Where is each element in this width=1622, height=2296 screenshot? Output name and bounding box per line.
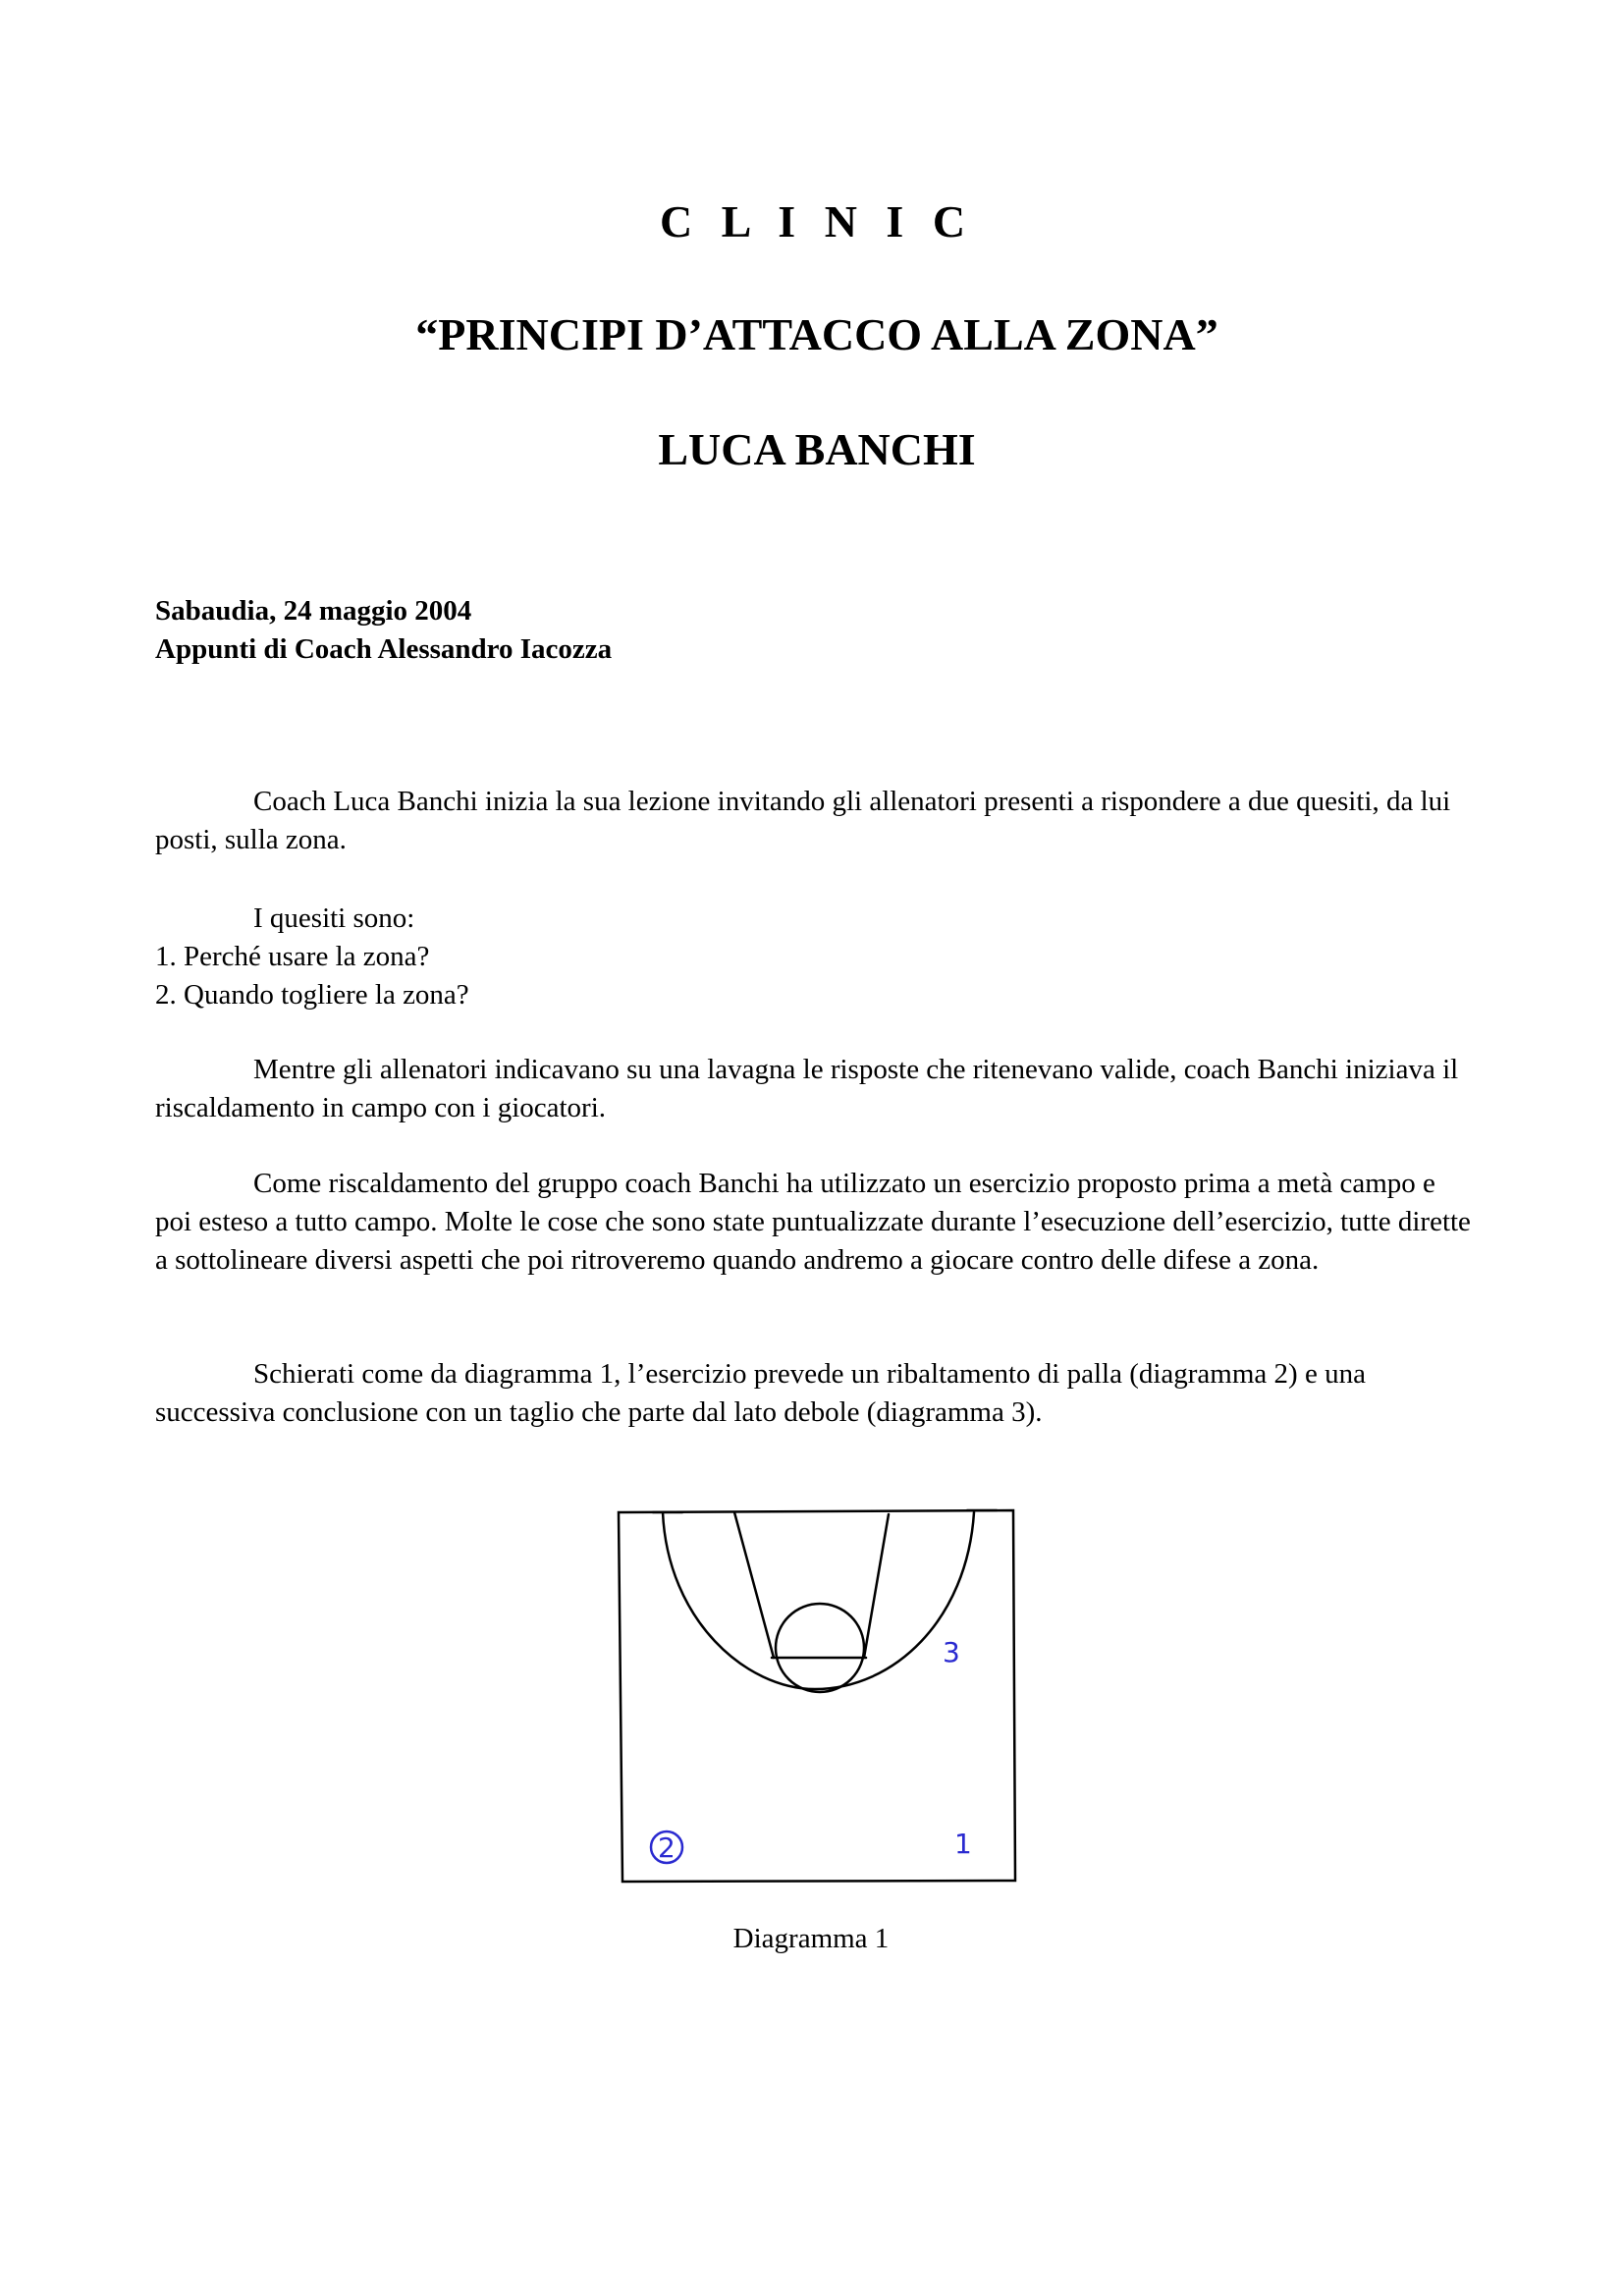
clinic-title: C L I N I C <box>659 196 975 246</box>
author-name: LUCA BANCHI <box>658 424 976 474</box>
three-point-arc <box>663 1512 974 1689</box>
court-outline <box>619 1510 1015 1882</box>
paragraph-warmup: Mentre gli allenatori indicavano su una lavagna le risposte che ritenevano valide, coach Banchi iniziava il riscaldamento in campo con i giocatori. <box>155 1054 1459 1123</box>
lane-line-left <box>734 1512 774 1658</box>
question-item: 1. Perché usare la zona? <box>155 941 430 972</box>
paragraph-diagram-ref: Schierati come da diagramma 1, l’esercizio prevede un ribaltamento di palla (diagramma 2) e una successiva conclusione con un taglio che parte dal lato debole (diagramma 3). <box>155 1358 1366 1428</box>
question-item: 2. Quando togliere la zona? <box>155 979 469 1011</box>
diagram-caption: Diagramma 1 <box>732 1923 890 1954</box>
players <box>651 1636 972 1864</box>
paragraph-exercise: Come riscaldamento del gruppo coach Banchi ha utilizzato un esercizio proposto prima a metà campo e poi esteso a tutto campo. Molte le cose che sono state puntualizzate durante l’esecuzione dell’esercizio, tutte dirette a sottolineare diversi aspetti che poi ritroveremo quando andremo a giocare contro delle difese a zona. <box>155 1168 1471 1276</box>
player-1: 1 <box>954 1828 972 1860</box>
half-court-diagram <box>609 1493 1021 1886</box>
lecture-title: “PRINCIPI D’ATTACCO ALLA ZONA” <box>415 309 1218 359</box>
notes-author: Appunti di Coach Alessandro Iacozza <box>155 633 613 665</box>
player-3: 3 <box>943 1636 960 1668</box>
paragraph-questions-intro: I quesiti sono: <box>253 902 415 934</box>
court-lines <box>619 1510 1015 1882</box>
paragraph-intro: Coach Luca Banchi inizia la sua lezione invitando gli allenatori presenti a rispondere a due quesiti, da lui posti, sulla zona. <box>155 786 1451 855</box>
free-throw-circle <box>776 1604 864 1692</box>
lane-line-right <box>864 1514 889 1658</box>
player-2: 2 <box>658 1831 676 1864</box>
place-date: Sabaudia, 24 maggio 2004 <box>155 595 472 627</box>
